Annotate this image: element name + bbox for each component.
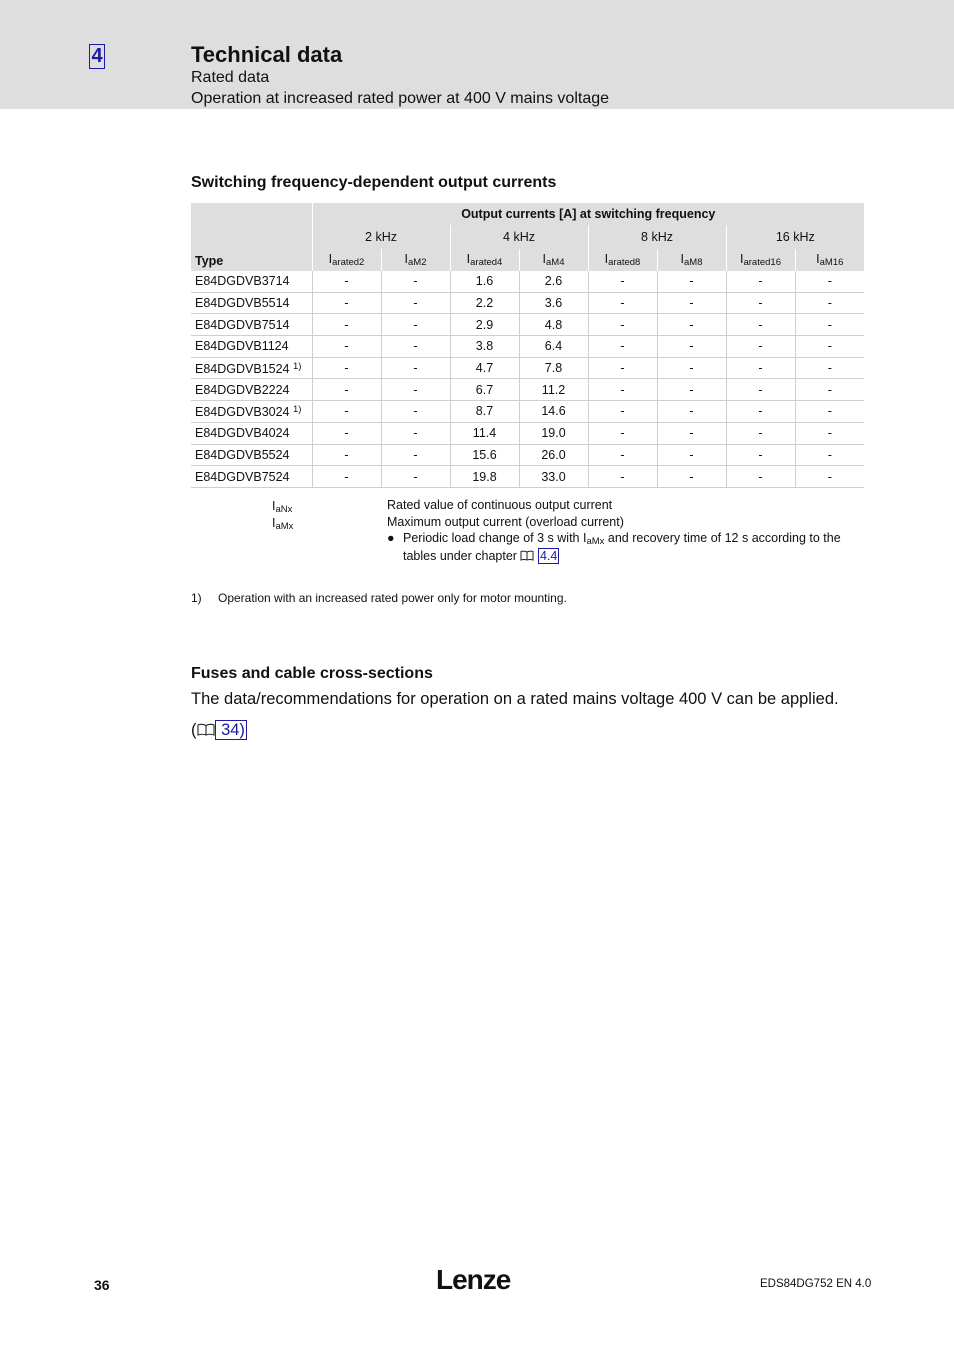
value-cell: - xyxy=(381,422,450,444)
value-cell: - xyxy=(657,271,726,292)
page-subtitle-operation: Operation at increased rated power at 400 V mains voltage xyxy=(191,90,610,107)
frequency-header: 16 kHz xyxy=(726,225,864,249)
type-cell: E84DGDVB4024 xyxy=(191,422,312,444)
value-cell: - xyxy=(381,401,450,423)
value-cell: - xyxy=(381,292,450,314)
current-column-header: $I_{arated2}$ xyxy=(312,249,381,271)
value-cell: - xyxy=(726,422,795,444)
value-cell: 8.7 xyxy=(450,401,519,423)
table-row xyxy=(191,314,864,336)
value-cell: - xyxy=(312,271,381,292)
value-cell: - xyxy=(312,292,381,314)
type-cell: E84DGDVB2224 xyxy=(191,379,312,401)
type-cell: E84DGDVB5524 xyxy=(191,444,312,466)
table-row xyxy=(191,422,864,444)
value-cell: - xyxy=(588,292,657,314)
current-column-header: $I_{aM8}$ xyxy=(657,249,726,271)
value-cell: - xyxy=(657,422,726,444)
lenze-logo xyxy=(436,1263,516,1302)
table-row xyxy=(191,379,864,401)
chapter-number-link[interactable]: 4 xyxy=(89,44,105,69)
value-cell: 19.0 xyxy=(519,422,588,444)
type-column-header: Type xyxy=(191,203,312,271)
type-cell: E84DGDVB3024 $^{1)}$ xyxy=(191,401,312,423)
value-cell: - xyxy=(657,314,726,336)
value-cell: - xyxy=(726,336,795,358)
value-cell: - xyxy=(588,401,657,423)
value-cell: - xyxy=(726,444,795,466)
fuses-body-text: The data/recommendations for operation on a rated mains voltage 400 V can be applied. xyxy=(191,690,839,708)
page-34-link[interactable]: 34) xyxy=(216,721,245,739)
value-cell: - xyxy=(588,379,657,401)
page-title: Technical data xyxy=(191,42,343,67)
value-cell: 6.7 xyxy=(450,379,519,401)
value-cell: - xyxy=(657,336,726,358)
bullet-icon: ● xyxy=(387,531,395,545)
value-cell: - xyxy=(795,466,864,488)
value-cell: - xyxy=(795,314,864,336)
value-cell: - xyxy=(312,444,381,466)
bullet-text: Periodic load change of 3 s with $I_{aMx}$ and recovery time of 12 s according to the tables under chapter 4.4 xyxy=(403,531,841,563)
section-heading-output-currents: Switching frequency-dependent output currents xyxy=(191,174,557,191)
value-cell: 2.2 xyxy=(450,292,519,314)
footnote-marker: 1) xyxy=(293,360,302,372)
value-cell: - xyxy=(381,379,450,401)
legend-desc-anx: Rated value of continuous output current xyxy=(387,498,613,512)
value-cell: - xyxy=(312,466,381,488)
page-reference: ( 34) xyxy=(191,721,245,739)
frequency-header: 4 kHz xyxy=(450,225,588,249)
value-cell: 11.2 xyxy=(519,379,588,401)
value-cell: - xyxy=(657,444,726,466)
current-column-header: $I_{arated8}$ xyxy=(588,249,657,271)
value-cell: - xyxy=(726,271,795,292)
frequency-header: 2 kHz xyxy=(312,225,450,249)
current-column-header: $I_{aM2}$ xyxy=(381,249,450,271)
value-cell: - xyxy=(588,314,657,336)
value-cell: - xyxy=(657,379,726,401)
value-cell: - xyxy=(381,271,450,292)
value-cell: 1.6 xyxy=(450,271,519,292)
value-cell: 3.6 xyxy=(519,292,588,314)
type-cell: E84DGDVB7524 xyxy=(191,466,312,488)
value-cell: - xyxy=(657,401,726,423)
value-cell: 6.4 xyxy=(519,336,588,358)
value-cell: - xyxy=(726,292,795,314)
current-column-header: $I_{aM16}$ xyxy=(795,249,864,271)
value-cell: - xyxy=(726,466,795,488)
value-cell: - xyxy=(588,466,657,488)
value-cell: - xyxy=(381,357,450,379)
value-cell: 3.8 xyxy=(450,336,519,358)
value-cell: - xyxy=(795,401,864,423)
value-cell: - xyxy=(726,314,795,336)
book-icon xyxy=(197,722,215,741)
value-cell: - xyxy=(657,357,726,379)
value-cell: - xyxy=(312,422,381,444)
table-row xyxy=(191,357,864,379)
document-id: EDS84DG752 EN 4.0 xyxy=(760,1278,872,1290)
value-cell: 19.8 xyxy=(450,466,519,488)
table-row xyxy=(191,444,864,466)
value-cell: 4.8 xyxy=(519,314,588,336)
value-cell: - xyxy=(795,336,864,358)
value-cell: 11.4 xyxy=(450,422,519,444)
value-cell: - xyxy=(381,444,450,466)
page-number: 36 xyxy=(94,1277,110,1293)
group-header: Output currents [A] at switching frequency xyxy=(312,203,864,225)
table-row xyxy=(191,271,864,292)
type-cell: E84DGDVB7514 xyxy=(191,314,312,336)
svg-text:Lenze: Lenze xyxy=(436,1264,511,1295)
value-cell: - xyxy=(795,379,864,401)
footnote-number: 1) xyxy=(191,591,202,605)
value-cell: - xyxy=(795,357,864,379)
value-cell: - xyxy=(588,422,657,444)
value-cell: - xyxy=(795,444,864,466)
current-column-header: $I_{aM4}$ xyxy=(519,249,588,271)
chapter-4-4-link[interactable]: 4.4 xyxy=(539,549,558,563)
value-cell: - xyxy=(312,357,381,379)
value-cell: - xyxy=(657,292,726,314)
value-cell: - xyxy=(588,271,657,292)
value-cell: - xyxy=(312,314,381,336)
table-row xyxy=(191,336,864,358)
table-row xyxy=(191,401,864,423)
value-cell: - xyxy=(312,401,381,423)
value-cell: - xyxy=(726,357,795,379)
type-cell: E84DGDVB5514 xyxy=(191,292,312,314)
current-column-header: $I_{arated4}$ xyxy=(450,249,519,271)
type-cell: E84DGDVB1524 $^{1)}$ xyxy=(191,357,312,379)
value-cell: - xyxy=(588,336,657,358)
book-icon xyxy=(520,550,534,565)
value-cell: - xyxy=(381,314,450,336)
table-row xyxy=(191,292,864,314)
section-heading-fuses: Fuses and cable cross-sections xyxy=(191,665,433,682)
value-cell: 14.6 xyxy=(519,401,588,423)
value-cell: - xyxy=(726,401,795,423)
frequency-header: 8 kHz xyxy=(588,225,726,249)
current-column-header: $I_{arated16}$ xyxy=(726,249,795,271)
value-cell: - xyxy=(795,271,864,292)
value-cell: 2.9 xyxy=(450,314,519,336)
value-cell: 4.7 xyxy=(450,357,519,379)
value-cell: - xyxy=(588,444,657,466)
value-cell: - xyxy=(657,466,726,488)
footnote-marker: 1) xyxy=(293,403,302,415)
value-cell: - xyxy=(588,357,657,379)
value-cell: - xyxy=(381,336,450,358)
page-subtitle-rated-data: Rated data xyxy=(191,69,270,86)
value-cell: 2.6 xyxy=(519,271,588,292)
table-row xyxy=(191,466,864,488)
legend-desc-amx: Maximum output current (overload current) xyxy=(387,515,624,529)
value-cell: - xyxy=(795,422,864,444)
type-cell: E84DGDVB3714 xyxy=(191,271,312,292)
value-cell: 7.8 xyxy=(519,357,588,379)
output-currents-table xyxy=(191,203,864,488)
value-cell: 15.6 xyxy=(450,444,519,466)
type-cell: E84DGDVB1124 xyxy=(191,336,312,358)
footnote-text: Operation with an increased rated power only for motor mounting. xyxy=(218,591,567,605)
value-cell: 33.0 xyxy=(519,466,588,488)
value-cell: - xyxy=(795,292,864,314)
legend-symbol-anx: $I_{aNx}$ xyxy=(272,499,293,515)
value-cell: - xyxy=(312,379,381,401)
value-cell: - xyxy=(726,379,795,401)
value-cell: - xyxy=(312,336,381,358)
legend-symbol-amx: $I_{aMx}$ xyxy=(272,516,294,532)
value-cell: 26.0 xyxy=(519,444,588,466)
value-cell: - xyxy=(381,466,450,488)
